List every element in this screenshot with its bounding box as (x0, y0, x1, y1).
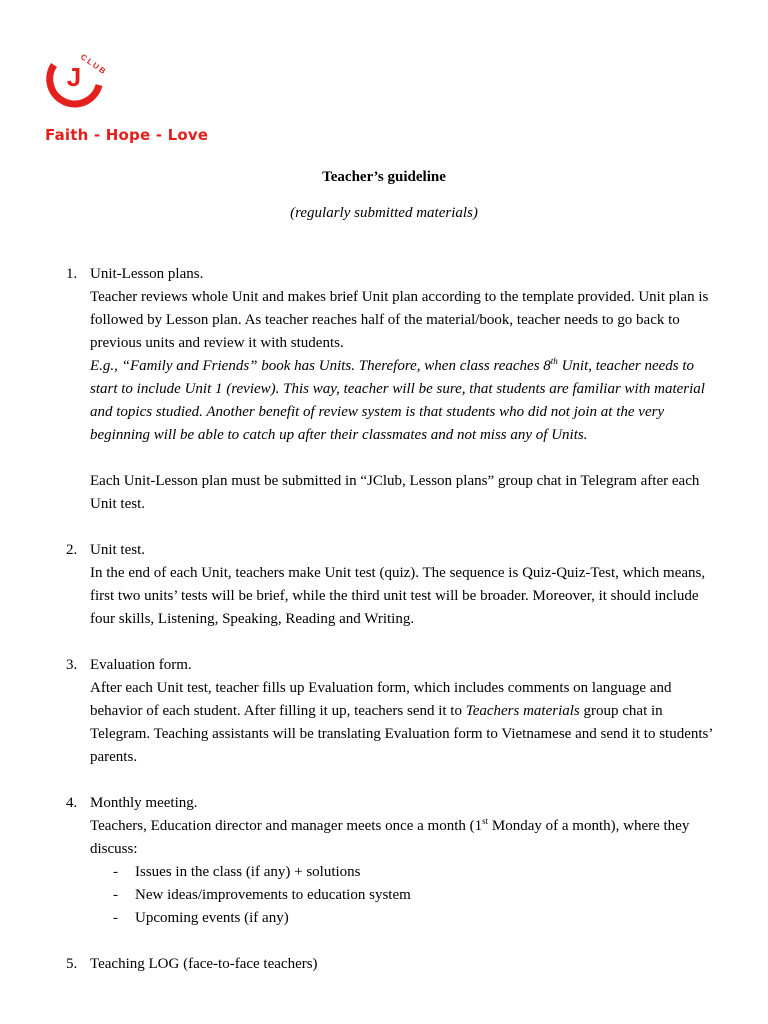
logo-text: CLUB (78, 52, 109, 77)
bullet-dash: - (113, 864, 118, 880)
paragraph-line: Teacher reviews whole Unit and makes brief Unit plan according to the template provided. Unit plan is (90, 289, 709, 305)
paragraph-line: Telegram. Teaching assistants will be translating Evaluation form to Vietnamese and send it to students’ (90, 726, 714, 742)
example-text: Unit, teacher needs to (557, 358, 695, 374)
paragraph-line: four skills, Listening, Speaking, Reading and Writing. (90, 611, 415, 627)
item-number: 3. (66, 657, 78, 673)
example-line: and topics studied. Another benefit of review system is that students who did not join at the very (90, 404, 665, 420)
blank-line (90, 447, 726, 470)
bullet-text: Upcoming events (if any) (135, 910, 289, 926)
paragraph-line (90, 700, 726, 723)
jclub-logo (40, 42, 110, 112)
bullet-item (90, 884, 726, 907)
list-item-unit-test (66, 539, 726, 631)
text-run: Teachers, Education director and manager meets once a month (1 (90, 818, 483, 834)
list-item-lesson-plans (66, 263, 726, 516)
list-item-teaching-log (66, 953, 726, 976)
logo-letter: J (66, 62, 82, 92)
item-number: 5. (66, 956, 78, 972)
paragraph-line: parents. (90, 749, 138, 765)
guideline-list (66, 263, 726, 999)
bullet-item (90, 861, 726, 884)
list-item-evaluation-form (66, 654, 726, 769)
paragraph-line: After each Unit test, teacher fills up Evaluation form, which includes comments on language and (90, 680, 672, 696)
paragraph-line: discuss: (90, 841, 138, 857)
paragraph-line: Each Unit-Lesson plan must be submitted in “JClub, Lesson plans” group chat in Telegram after each (90, 473, 700, 489)
example-line (90, 355, 726, 378)
paragraph-line: In the end of each Unit, teachers make Unit test (quiz). The sequence is Quiz-Quiz-Test, which means, (90, 565, 706, 581)
text-run: group chat in (579, 703, 663, 719)
list-item-monthly-meeting (66, 792, 726, 930)
bullet-dash: - (113, 910, 118, 926)
item-number: 1. (66, 266, 78, 282)
paragraph-line: first two units’ tests will be brief, while the third unit test will be broader. Moreover, it should include (90, 588, 699, 604)
example-text: E.g., “Family and Friends” book has Units. Therefore, when class reaches 8 (90, 358, 551, 374)
tagline: Faith - Hope - Love (45, 126, 209, 144)
item-number: 4. (66, 795, 78, 811)
item-heading: Teaching LOG (face-to-face teachers) (90, 956, 318, 972)
document-subtitle: (regularly submitted materials) (290, 205, 478, 221)
item-heading: Unit-Lesson plans. (90, 266, 204, 282)
paragraph-line: previous units and review it with students. (90, 335, 344, 351)
bullet-item (90, 907, 726, 930)
italic-text: Teachers materials (465, 703, 580, 719)
superscript: th (550, 356, 558, 366)
bullet-text: Issues in the class (if any) + solutions (135, 864, 361, 880)
item-number: 2. (66, 542, 78, 558)
bullet-dash: - (113, 887, 118, 903)
text-run: behavior of each student. After filling it up, teachers send it to (90, 703, 466, 719)
example-line: beginning will be able to catch up after their classmates and not miss any of Units. (90, 427, 588, 443)
example-line: start to include Unit 1 (review). This way, teacher will be sure, that students are familiar with material (90, 381, 705, 397)
bullet-text: New ideas/improvements to education system (135, 887, 411, 903)
item-heading: Monthly meeting. (90, 795, 198, 811)
item-heading: Unit test. (90, 542, 145, 558)
document-title: Teacher’s guideline (322, 169, 446, 185)
text-run: Monday of a month), where they (488, 818, 690, 834)
superscript: st (482, 816, 489, 826)
paragraph-line: followed by Lesson plan. As teacher reaches half of the material/book, teacher needs to go back to (90, 312, 680, 328)
paragraph-line (90, 815, 726, 838)
paragraph-line: Unit test. (90, 496, 145, 512)
item-heading: Evaluation form. (90, 657, 192, 673)
